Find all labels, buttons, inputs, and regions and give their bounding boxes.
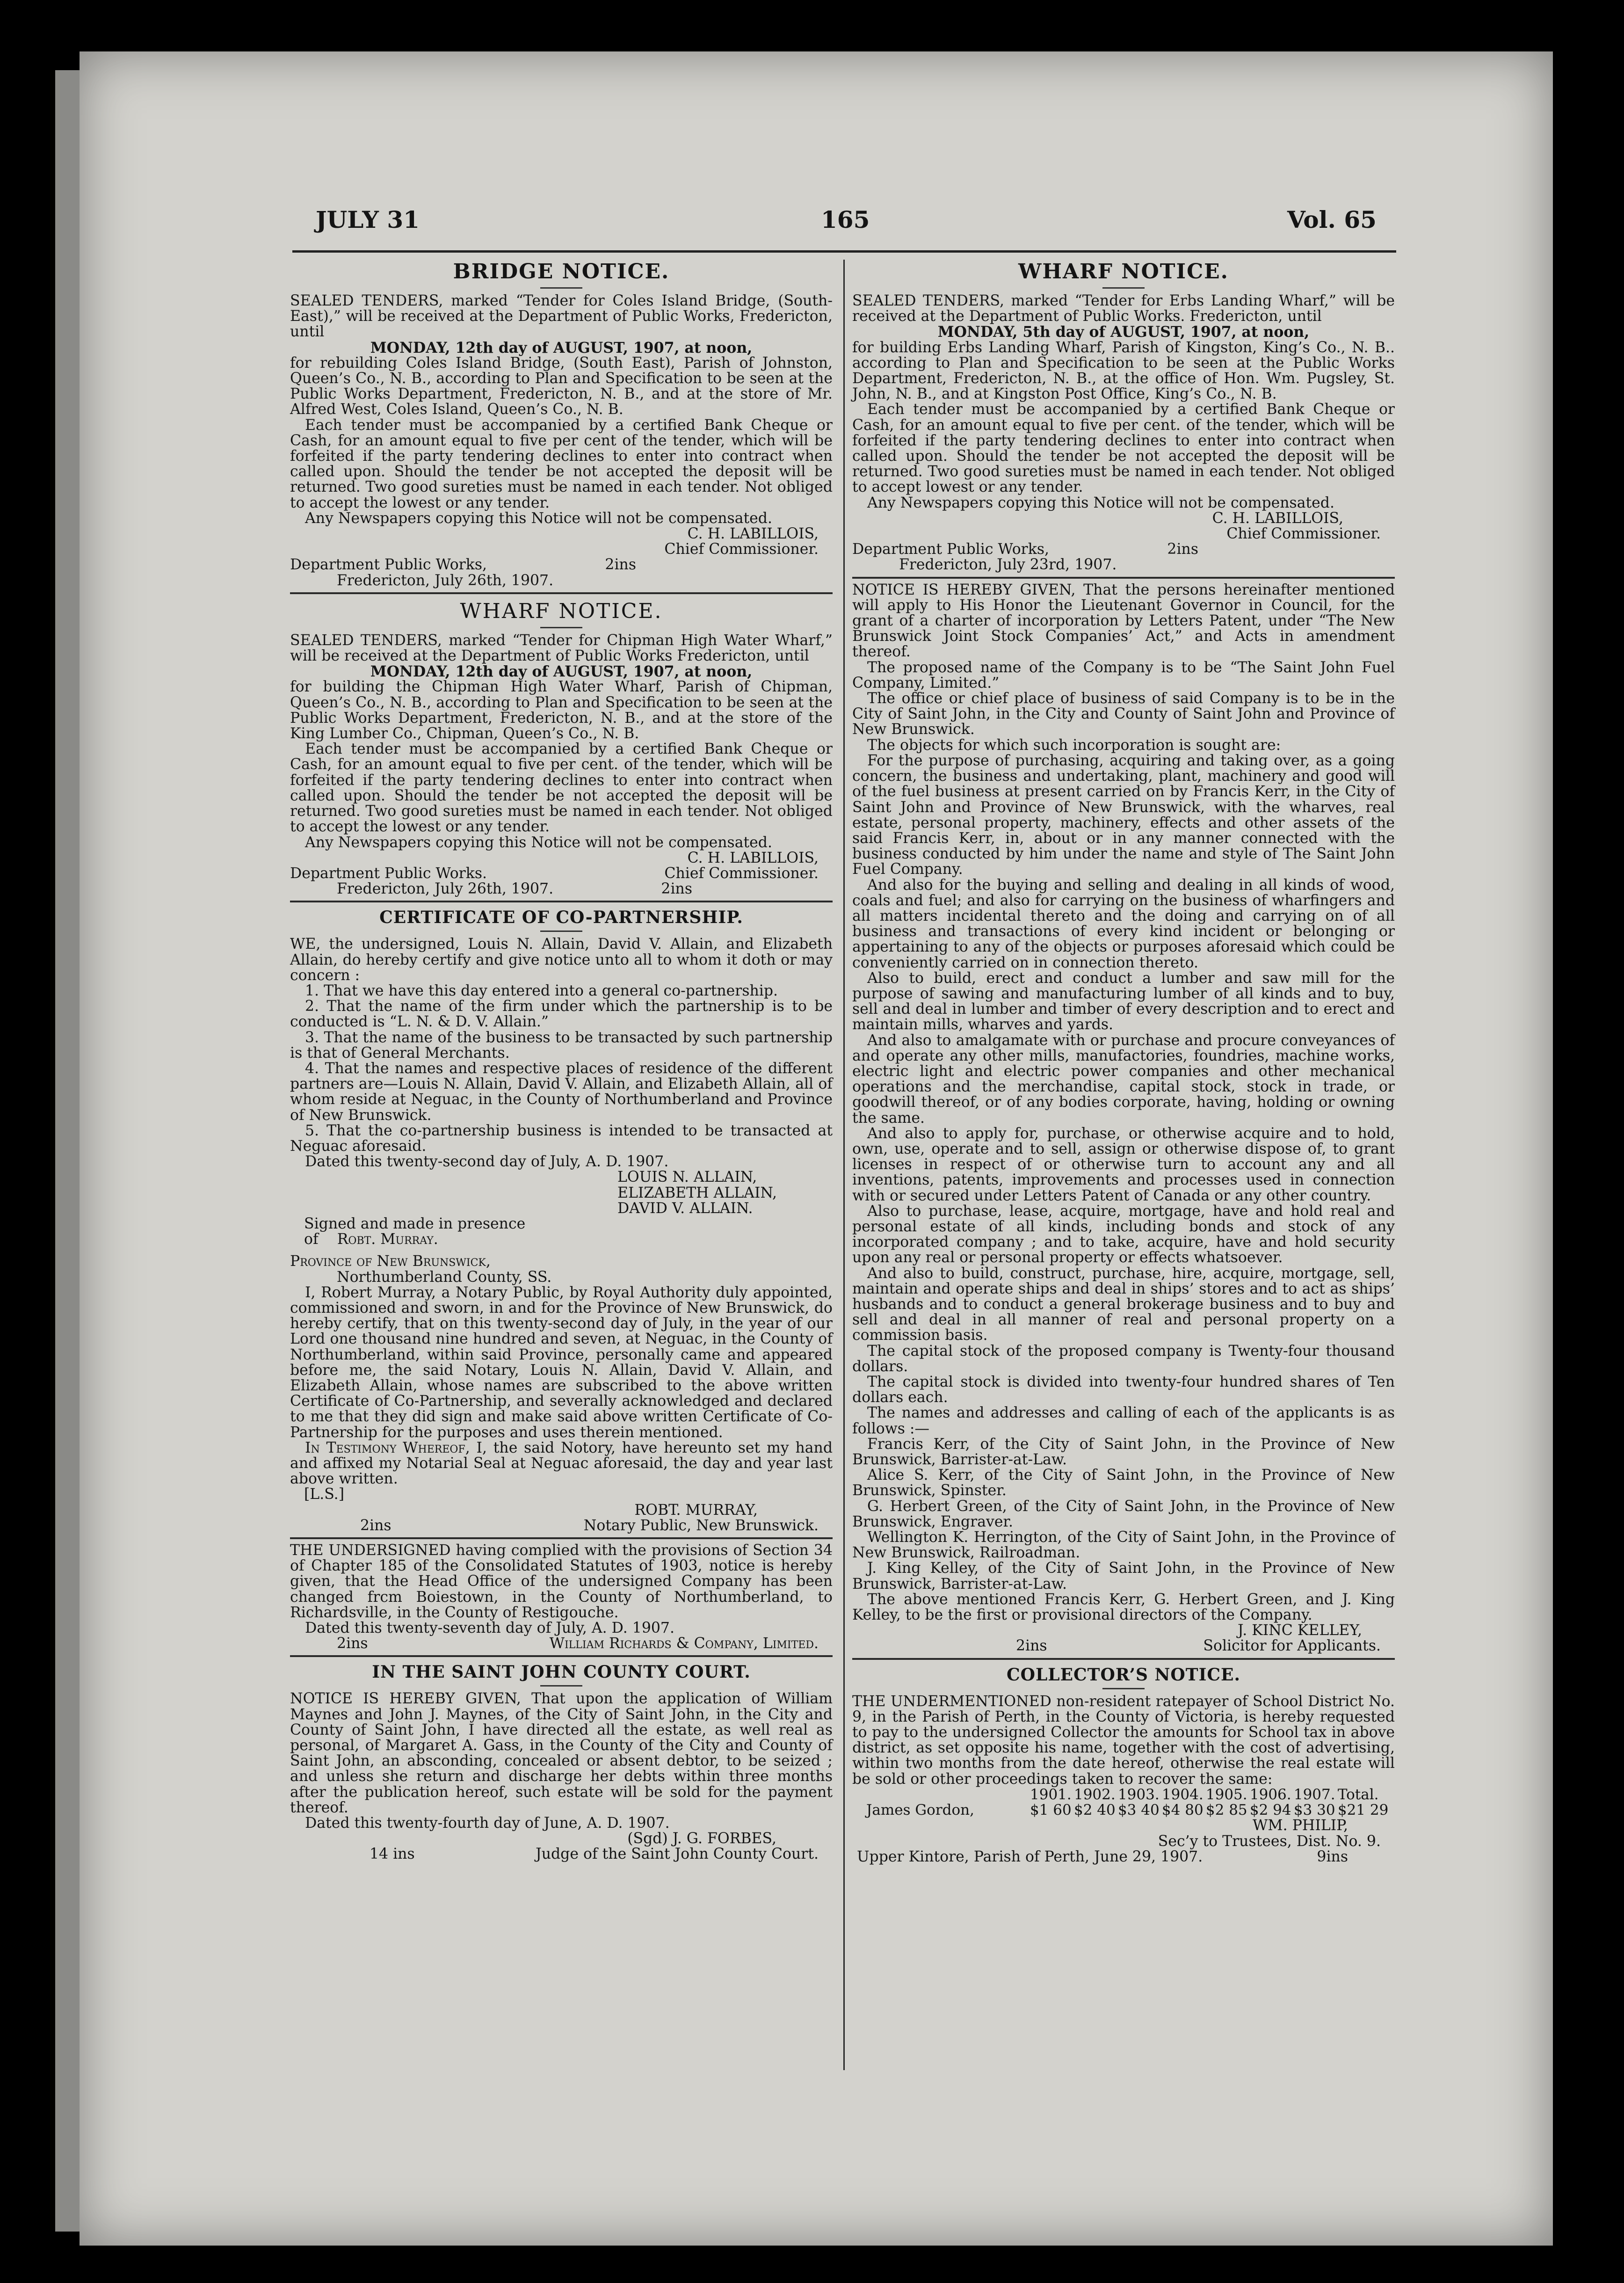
cert-p1: WE, the undersigned, Louis N. Allain, David V. Allain, and Elizabeth Allain, do hereby certify and give notice unto all to whom it doth or may concern :: [290, 936, 833, 984]
rwharf-date: MONDAY, 5th day of AUGUST, 1907, at noon,: [937, 323, 1310, 341]
bridge-ins: 2ins: [605, 556, 636, 574]
court-ins: 14 ins: [370, 1846, 415, 1863]
rwharf-dept: Department Public Works,: [852, 541, 1050, 558]
bridge-date: MONDAY, 12th day of AUGUST, 1907, at noon,: [370, 339, 753, 356]
fuel-p1: NOTICE IS HEREBY GIVEN, That the persons hereinafter mentioned will apply to His Honor the Lieutenant Governor in Council, for the grant of a charter of incorporation by Letters Patent, under “The New Brunswick Joint Stock Companies’ Act,” and Acts in amendment thereof.: [852, 581, 1395, 661]
cert-item-2: 2. That the name of the firm under which the partnership is to be conducted is “L. N. & D. V. Allain.”: [290, 998, 833, 1031]
bridge-signature: C. H. LABILLOIS,: [687, 525, 819, 543]
collectors-notice: [852, 1664, 1395, 1865]
left-column: [290, 258, 833, 1862]
rwharf-signature-title: Chief Commissioner.: [1226, 525, 1381, 543]
year-header: 1907.: [1293, 1786, 1335, 1803]
cert-dated: Dated this twenty-second day of July, A. D. 1907.: [305, 1153, 669, 1171]
tax-amount: $2 85: [1205, 1802, 1247, 1819]
rwharf-p3: Each tender must be accompanied by a certified Bank Cheque or Cash, for an amount equal to five per cent. of the tender, which will be forfeited if the party tendering declines to enter into contract when called upon. Should the tender be not accepted the deposit will be returned. Two good sureties must be named in each tender. Not obliged to accept lowest or any tender.: [852, 401, 1395, 496]
page-edge: [55, 70, 83, 2232]
cert-item-3: 3. That the name of the business to be transacted by such partnership is that of General Merchants.: [290, 1029, 833, 1062]
fuel-ins: 2ins: [1016, 1637, 1047, 1655]
fuel-p10: Also to purchase, lease, acquire, mortgage, have and hold real and personal estate of all kinds, including bonds and stock of any incorporated company ; and to take, acquire, have and hold security upon any real or personal property or effects whatsoever.: [852, 1202, 1395, 1266]
tax-amount: $2 94: [1249, 1802, 1291, 1819]
court-signature-title: Judge of the Saint John County Court.: [536, 1846, 819, 1863]
fuel-signature: J. KINC KELLEY,: [1238, 1622, 1362, 1639]
testimony-lead: In Testimony Whereof,: [305, 1439, 470, 1456]
rwharf-ins: 2ins: [1167, 541, 1198, 558]
applicant-4: Wellington K. Herrington, of the City of Saint John, in the Province of New Brunswick, Railroadman.: [852, 1529, 1395, 1562]
bridge-notice-title: BRIDGE NOTICE.: [453, 260, 670, 284]
wharf-p4: Any Newspapers copying this Notice will not be compensated.: [305, 834, 772, 851]
court-dated: Dated this twenty-fourth day of June, A. D. 1907.: [305, 1815, 670, 1832]
undersigned-company: William Richards & Company, Limited.: [549, 1635, 819, 1652]
wharf-signature: C. H. LABILLOIS,: [687, 849, 819, 866]
wharf-notice-title: WHARF NOTICE.: [1018, 260, 1229, 284]
fuel-p7: Also to build, erect and conduct a lumber and saw mill for the purpose of sawing and manufacturing lumber of all kinds and to buy, sell and deal in lumber and timber of every description and to erect and maintain mills, wharves and yards.: [852, 969, 1395, 1033]
collector-ins: 9ins: [1317, 1848, 1348, 1865]
applicant-3: G. Herbert Green, of the City of Saint John, in the Province of New Brunswick, Engraver.: [852, 1498, 1395, 1530]
province-line: Province of New Brunswick,: [290, 1253, 491, 1270]
bridge-p4: Any Newspapers copying this Notice will not be compensated.: [305, 509, 772, 527]
header-rule: [292, 250, 1396, 253]
bridge-signature-title: Chief Commissioner.: [664, 541, 819, 558]
tax-amount: $3 30: [1293, 1802, 1335, 1819]
page-number: 165: [821, 206, 870, 233]
issue-date: JULY 31: [316, 206, 420, 233]
year-header: 1904.: [1161, 1786, 1204, 1803]
rwharf-p4: Any Newspapers copying this Notice will not be compensated.: [867, 494, 1334, 511]
separator: [290, 901, 833, 902]
fuel-p11: And also to build, construct, purchase, hire, acquire, mortgage, sell, maintain and operate ships and deal in ships’ stores and to act as ships’ husbands and to conduct a general brokerage business and to buy and sell and deal in all manner of real and personal property on a commission basis.: [852, 1265, 1395, 1344]
partner-name-2: ELIZABETH ALLAIN,: [617, 1184, 777, 1201]
wharf-notice-chipman: [290, 598, 833, 897]
year-header: 1906.: [1249, 1786, 1291, 1803]
fuel-p4: The objects for which such incorporation is sought are:: [867, 736, 1281, 754]
wharf-dept: Department Public Works.: [290, 865, 487, 882]
bridge-p1: SEALED TENDERS, marked “Tender for Coles Island Bridge, (South-East),” will be received at the Department of Public Works, Fredericton, until: [290, 292, 833, 341]
applicant-1: Francis Kerr, of the City of Saint John, in the Province of New Brunswick, Barrister-at-Law.: [852, 1435, 1395, 1469]
separator: [852, 1658, 1395, 1660]
fuel-p8: And also to amalgamate with or purchase and procure conveyances of and operate any other mills, manufactories, foundries, machine works, electric light and electric power companies and other mechanical operations and the merchandise, capital stock, stock in trade, or goodwill thereof, or of any bodies corporate, having, holding or owning the same.: [852, 1032, 1395, 1127]
title-rule: [540, 627, 582, 628]
county-court-notice: [290, 1661, 833, 1862]
head-office-notice: [290, 1543, 833, 1651]
tax-total: $21 29: [1337, 1802, 1389, 1819]
title-rule: [1102, 1688, 1145, 1689]
separator: [290, 592, 833, 594]
bridge-p2: for rebuilding Coles Island Bridge, (South East), Parish of Johnston, Queen’s Co., N. B., according to Plan and Specification to be seen at the Public Works Department, Fredericton, N. B., and at the store of Mr. Alfred West, Coles Island, Queen’s Co., N. B.: [290, 354, 833, 418]
court-title: IN THE SAINT JOHN COUNTY COURT.: [372, 1662, 751, 1682]
incorporation-notice: [852, 582, 1395, 1654]
wharf-signature-title: Chief Commissioner.: [664, 865, 819, 882]
rwharf-place: Fredericton, July 23rd, 1907.: [899, 556, 1117, 574]
year-header: 1903.: [1117, 1786, 1160, 1803]
tax-amount: $3 40: [1117, 1802, 1160, 1819]
title-rule: [540, 1685, 582, 1687]
cert-item-5: 5. That the co-partnership business is intended to be transacted at Neguac aforesaid.: [290, 1122, 833, 1155]
tax-amount: $2 40: [1073, 1802, 1116, 1819]
applicant-2: Alice S. Kerr, of the City of Saint John, in the Province of New Brunswick, Spinster.: [852, 1467, 1395, 1499]
separator: [852, 577, 1395, 579]
cert-item-4: 4. That the names and respective places of residence of the different partners are—Louis N. Allain, David V. Allain, and Elizabeth Allain, all of whom reside at Neguac, in the County of Northumberland and Province of New Brunswick.: [290, 1060, 833, 1124]
separator: [290, 1655, 833, 1657]
tax-amount: $1 60: [1030, 1802, 1072, 1819]
wharf-ins: 2ins: [661, 880, 692, 898]
title-rule: [540, 931, 582, 932]
wharf-p1: SEALED TENDERS, marked “Tender for Chipman High Water Wharf,” will be received at the Department of Public Works Fredericton, until: [290, 632, 833, 665]
notary-title: Notary Public, New Brunswick.: [583, 1517, 819, 1534]
rwharf-p2: for building Erbs Landing Wharf, Parish of Kingston, King’s Co., N. B.. according to Plan and Specification to be seen at the Public Works Department, Fredericton, N. B., at the office of Hon. Wm. Pugsley, St. John, N. B., and at Kingston Post Office, King’s Co., N. B.: [852, 339, 1395, 403]
court-signature: (Sgd) J. G. FORBES,: [627, 1830, 776, 1847]
wharf-place: Fredericton, July 26th, 1907.: [337, 880, 554, 898]
fuel-p9: And also to apply for, purchase, or otherwise acquire and to hold, own, use, operate and to sell, assign or otherwise dispose of, to grant licenses in respect of or otherwise turn to account any and all inventions, patents, improvements and processes used in connection with or secured under Letters Patent of Canada or any other country.: [852, 1125, 1395, 1204]
title-rule: [1102, 287, 1145, 289]
fuel-p5: For the purpose of purchasing, acquiring and taking over, as a going concern, the business and undertaking, plant, machinery and good will of the fuel business at present carried on by Francis Kerr, in the City of Saint John and Province of New Brunswick, with the wharves, real estate, personal property, machinery, effects and other assets of the said Francis Kerr, in, about or in any manner connected with the business conducted by him under the name and style of The Saint John Fuel Company.: [852, 752, 1395, 878]
collector-p1: THE UNDERMENTIONED non-resident ratepayer of School District No. 9, in the Parish of Perth, in the County of Victoria, is hereby requested to pay to the undersigned Collector the amounts for School tax in above district, as set opposite his name, together with the cost of advertising, within two months from the date hereof, otherwise the real estate will be sold or other proceedings taken to recover the same:: [852, 1693, 1395, 1788]
court-p1: NOTICE IS HEREBY GIVEN, That upon the application of William Maynes and John J. Maynes, of the City of Saint John, in the City and County of Saint John, I have directed all the estate, as well real as personal, of Margaret A. Gass, in the County of the City and County of Saint John, an absconding, concealed or absent debtor, to be seized ; and unless she return and discharge her debts within three months after the publication hereof, such estate will be sold for the payment thereof.: [290, 1690, 833, 1816]
bridge-p3: Each tender must be accompanied by a certified Bank Cheque or Cash, for an amount equal to five per cent of the tender, which will be forfeited if the party tendering declines to enter into contract when called upon. Should the tender be not accepted the deposit will be returned. Two good sureties must be named in each tender. Not obliged to accept the lowest or any tender.: [290, 416, 833, 511]
partner-name-3: DAVID V. ALLAIN.: [617, 1200, 753, 1217]
fuel-p3: The office or chief place of business of said Company is to be in the City of Saint John, in the City and County of Saint John and Province of New Brunswick.: [852, 690, 1395, 738]
co-partnership-certificate: [290, 906, 833, 1534]
fuel-p6: And also for the buying and selling and dealing in all kinds of wood, coals and fuel; and also for carrying on the business of wharfingers and all matters incidental thereto and the doing and carrying on of all business and transactions of every kind incident or belonging or appertaining to any of the objects or purposes aforesaid which could be conveniently carried on in connection thereto.: [852, 876, 1395, 971]
year-header: 1905.: [1205, 1786, 1247, 1803]
bridge-place: Fredericton, July 26th, 1907.: [337, 572, 554, 589]
applicant-5: J. King Kelley, of the City of Saint John, in the Province of New Brunswick, Barrister-at-Law.: [852, 1560, 1395, 1592]
partner-name-1: LOUIS N. ALLAIN,: [617, 1169, 757, 1186]
ratepayer-name: James Gordon,: [866, 1802, 974, 1819]
cert-of: of: [304, 1231, 319, 1248]
undersigned-dated: Dated this twenty-seventh day of July, A. D. 1907.: [305, 1620, 674, 1637]
cert-signed: Signed and made in presence: [304, 1215, 526, 1232]
column-rule: [843, 260, 845, 2070]
year-header: 1902.: [1073, 1786, 1116, 1803]
fuel-signature-title: Solicitor for Applicants.: [1203, 1637, 1381, 1655]
notary-name: ROBT. MURRAY,: [634, 1501, 758, 1519]
wharf-date: MONDAY, 12th day of AUGUST, 1907, at noon,: [370, 663, 753, 681]
fuel-p2: The proposed name of the Company is to be “The Saint John Fuel Company, Limited.”: [852, 659, 1395, 691]
wharf-p3: Each tender must be accompanied by a certified Bank Cheque or Cash, for an amount equal to five per cent. of the tender, which will be forfeited if the party tendering declines to enter into contract when called upon. Should the tender be not accepted the deposit will be returned. Two good sureties must be named in each tender. Not obliged to accept the lowest or any tender.: [290, 741, 833, 836]
volume-number: Vol. 65: [1287, 206, 1377, 233]
undersigned-p1: THE UNDERSIGNED having complied with the provisions of Section 34 of Chapter 185 of the Consolidated Statutes of 1903, notice is hereby given, that the Head Office of the undersigned Company has been changed frcm Boiestown, in the County of Northumberland, to Richardsville, in the County of Restigouche.: [290, 1542, 833, 1621]
right-column: [852, 258, 1395, 1865]
title-rule: [540, 287, 582, 289]
cert-item-1: 1. That we have this day entered into a general co-partnership.: [305, 982, 778, 999]
cert-title: CERTIFICATE OF CO-PARTNERSHIP.: [379, 908, 743, 928]
year-header: 1901.: [1030, 1786, 1072, 1803]
bridge-dept: Department Public Works,: [290, 556, 487, 574]
collector-signature-title: Sec’y to Trustees, Dist. No. 9.: [1158, 1832, 1381, 1850]
cert-witness: Robt. Murray.: [337, 1231, 438, 1248]
fuel-p15: The above mentioned Francis Kerr, G. Herbert Green, and J. King Kelley, to be the first or provisional directors of the Company.: [852, 1591, 1395, 1624]
wharf-notice-erbs: [852, 258, 1395, 573]
rwharf-signature: C. H. LABILLOIS,: [1212, 509, 1343, 527]
bridge-notice: [290, 258, 833, 589]
tax-table: [852, 1787, 1395, 1818]
legal-seal: [L.S.]: [304, 1486, 344, 1503]
collector-place: Upper Kintore, Parish of Perth, June 29, 1907.: [857, 1848, 1203, 1865]
collector-signature: WM. PHILIP,: [1253, 1817, 1348, 1834]
wharf-p2: for building the Chipman High Water Wharf, Parish of Chipman, Queen’s Co., N. B., according to Plan and Specification to be seen at the Public Works Department, Fredericton, N. B., and at the store of the King Lumber Co., Chipman, Queen’s Co., N. B.: [290, 678, 833, 742]
total-header: Total.: [1337, 1786, 1379, 1803]
undersigned-ins: 2ins: [337, 1635, 368, 1652]
fuel-p14: The names and addresses and calling of each of the applicants is as follows :—: [852, 1404, 1395, 1437]
testimony-text: I, the said Notory, have hereunto set my hand and affixed my Notarial Seal at Neguac aforesaid, the day and year last above written.: [290, 1439, 833, 1488]
separator: [290, 1537, 833, 1539]
cert-ins: 2ins: [360, 1517, 392, 1534]
fuel-p12: The capital stock of the proposed company is Twenty-four thousand dollars.: [852, 1342, 1395, 1375]
fuel-p13: The capital stock is divided into twenty-four hundred shares of Ten dollars each.: [852, 1374, 1395, 1406]
collector-title: COLLECTOR’S NOTICE.: [1006, 1665, 1241, 1685]
wharf-notice-title: WHARF NOTICE.: [460, 599, 663, 623]
tax-amount: $4 80: [1161, 1802, 1204, 1819]
county-line: Northumberland County, SS.: [337, 1268, 552, 1286]
notary-body: I, Robert Murray, a Notary Public, by Royal Authority duly appointed, commissioned and sworn, in and for the Province of New Brunswick, do hereby certify, that on this twenty-second day of July, in the year of our Lord one thousand nine hundred and seven, at Neguac, in the County of Northumberland, within said Province, personally came and appeared before me, the said Notary, Louis N. Allain, David V. Allain, and Elizabeth Allain, whose names are subscribed to the above written Certificate of Co-Partnership, and severally acknowledged and declared to me that they did sign and make said above written Certificate of Co-Partnership for the purposes and uses therein mentioned.: [290, 1284, 833, 1441]
rwharf-p1: SEALED TENDERS, marked “Tender for Erbs Landing Wharf,” will be received at the Department of Public Works. Fredericton, until: [852, 292, 1395, 325]
